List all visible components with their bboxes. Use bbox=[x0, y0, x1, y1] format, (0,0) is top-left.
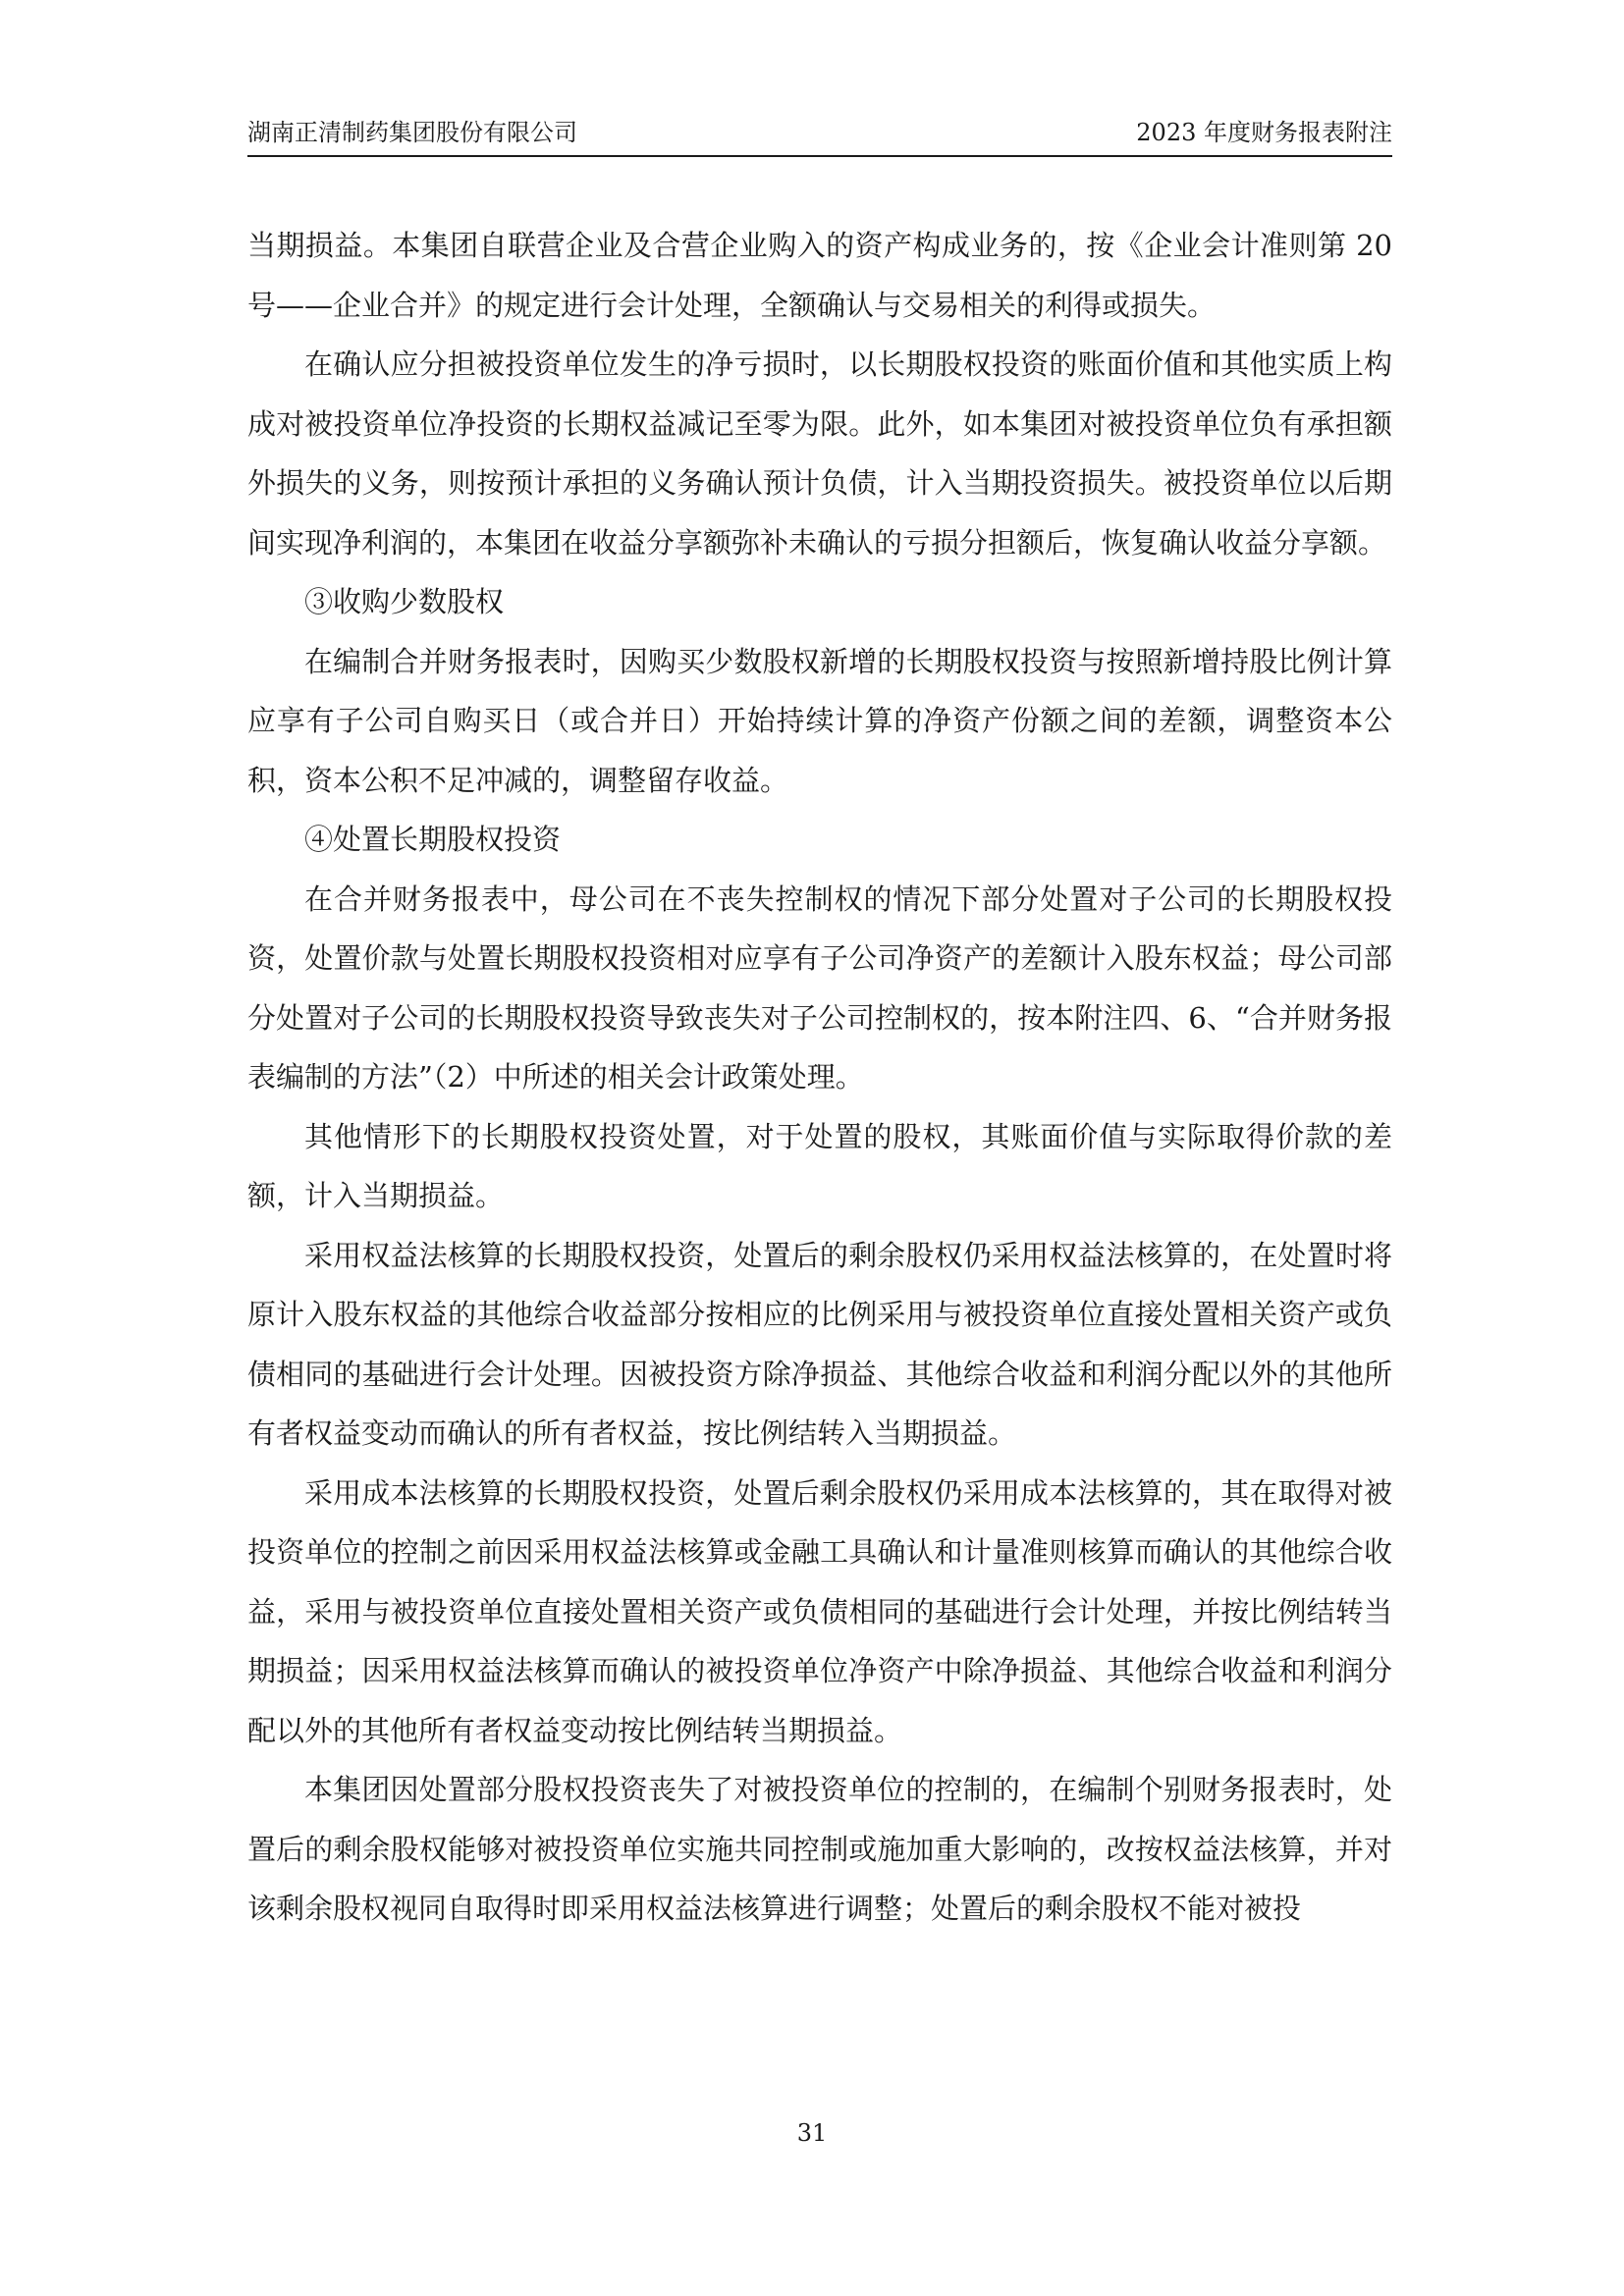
body-text bbox=[247, 216, 1392, 1939]
paragraph: 采用权益法核算的长期股权投资，处置后的剩余股权仍采用权益法核算的，在处置时将原计入股东权益的其他综合收益部分按相应的比例采用与被投资单位直接处置相关资产或负债相同的基础进行会计处理。因被投资方除净损益、其他综合收益和利润分配以外的其他所有者权益变动而确认的所有者权益，按比例结转入当期损益。 bbox=[247, 1238, 1392, 1450]
section-heading: ③收购少数股权 bbox=[304, 585, 505, 618]
paragraph: 在编制合并财务报表时，因购买少数股权新增的长期股权投资与按照新增持股比例计算应享有子公司自购买日（或合并日）开始持续计算的净资产份额之间的差额，调整资本公积，资本公积不足冲减的，调整留存收益。 bbox=[247, 644, 1392, 797]
paragraph: 其他情形下的长期股权投资处置，对于处置的股权，其账面价值与实际取得价款的差额，计入当期损益。 bbox=[247, 1119, 1392, 1212]
page-header bbox=[247, 116, 1392, 157]
paragraph: 采用成本法核算的长期股权投资，处置后剩余股权仍采用成本法核算的，其在取得对被投资单位的控制之前因采用权益法核算或金融工具确认和计量准则核算而确认的其他综合收益，采用与被投资单位直接处置相关资产或负债相同的基础进行会计处理，并按比例结转当期损益；因采用权益法核算而确认的被投资单位净资产中除净损益、其他综合收益和利润分配以外的其他所有者权益变动按比例结转当期损益。 bbox=[247, 1475, 1392, 1747]
paragraph: 本集团因处置部分股权投资丧失了对被投资单位的控制的，在编制个别财务报表时，处置后的剩余股权能够对被投资单位实施共同控制或施加重大影响的，改按权益法核算，并对该剩余股权视同自取得时即采用权益法核算进行调整；处置后的剩余股权不能对被投 bbox=[247, 1773, 1392, 1925]
page-number: 31 bbox=[796, 2119, 828, 2147]
header-company-name: 湖南正清制药集团股份有限公司 bbox=[247, 119, 577, 146]
paragraph: 当期损益。本集团自联营企业及合营企业购入的资产构成业务的，按《企业会计准则第 20 号——企业合并》的规定进行会计处理，全额确认与交易相关的利得或损失。 bbox=[247, 229, 1392, 322]
paragraph: 在确认应分担被投资单位发生的净亏损时，以长期股权投资的账面价值和其他实质上构成对被投资单位净投资的长期权益减记至零为限。此外，如本集团对被投资单位负有承担额外损失的义务，则按预计承担的义务确认预计负债，计入当期投资损失。被投资单位以后期间实现净利润的，本集团在收益分享额弥补未确认的亏损分担额后，恢复确认收益分享额。 bbox=[247, 347, 1392, 560]
header-report-title: 2023 年度财务报表附注 bbox=[1136, 119, 1392, 146]
section-heading: ④处置长期股权投资 bbox=[304, 823, 562, 856]
paragraph: 在合并财务报表中，母公司在不丧失控制权的情况下部分处置对子公司的长期股权投资，处置价款与处置长期股权投资相对应享有子公司净资产的差额计入股东权益；母公司部分处置对子公司的长期股权投资导致丧失对子公司控制权的，按本附注四、6、“合并财务报表编制的方法”（2）中所述的相关会计政策处理。 bbox=[247, 881, 1392, 1094]
